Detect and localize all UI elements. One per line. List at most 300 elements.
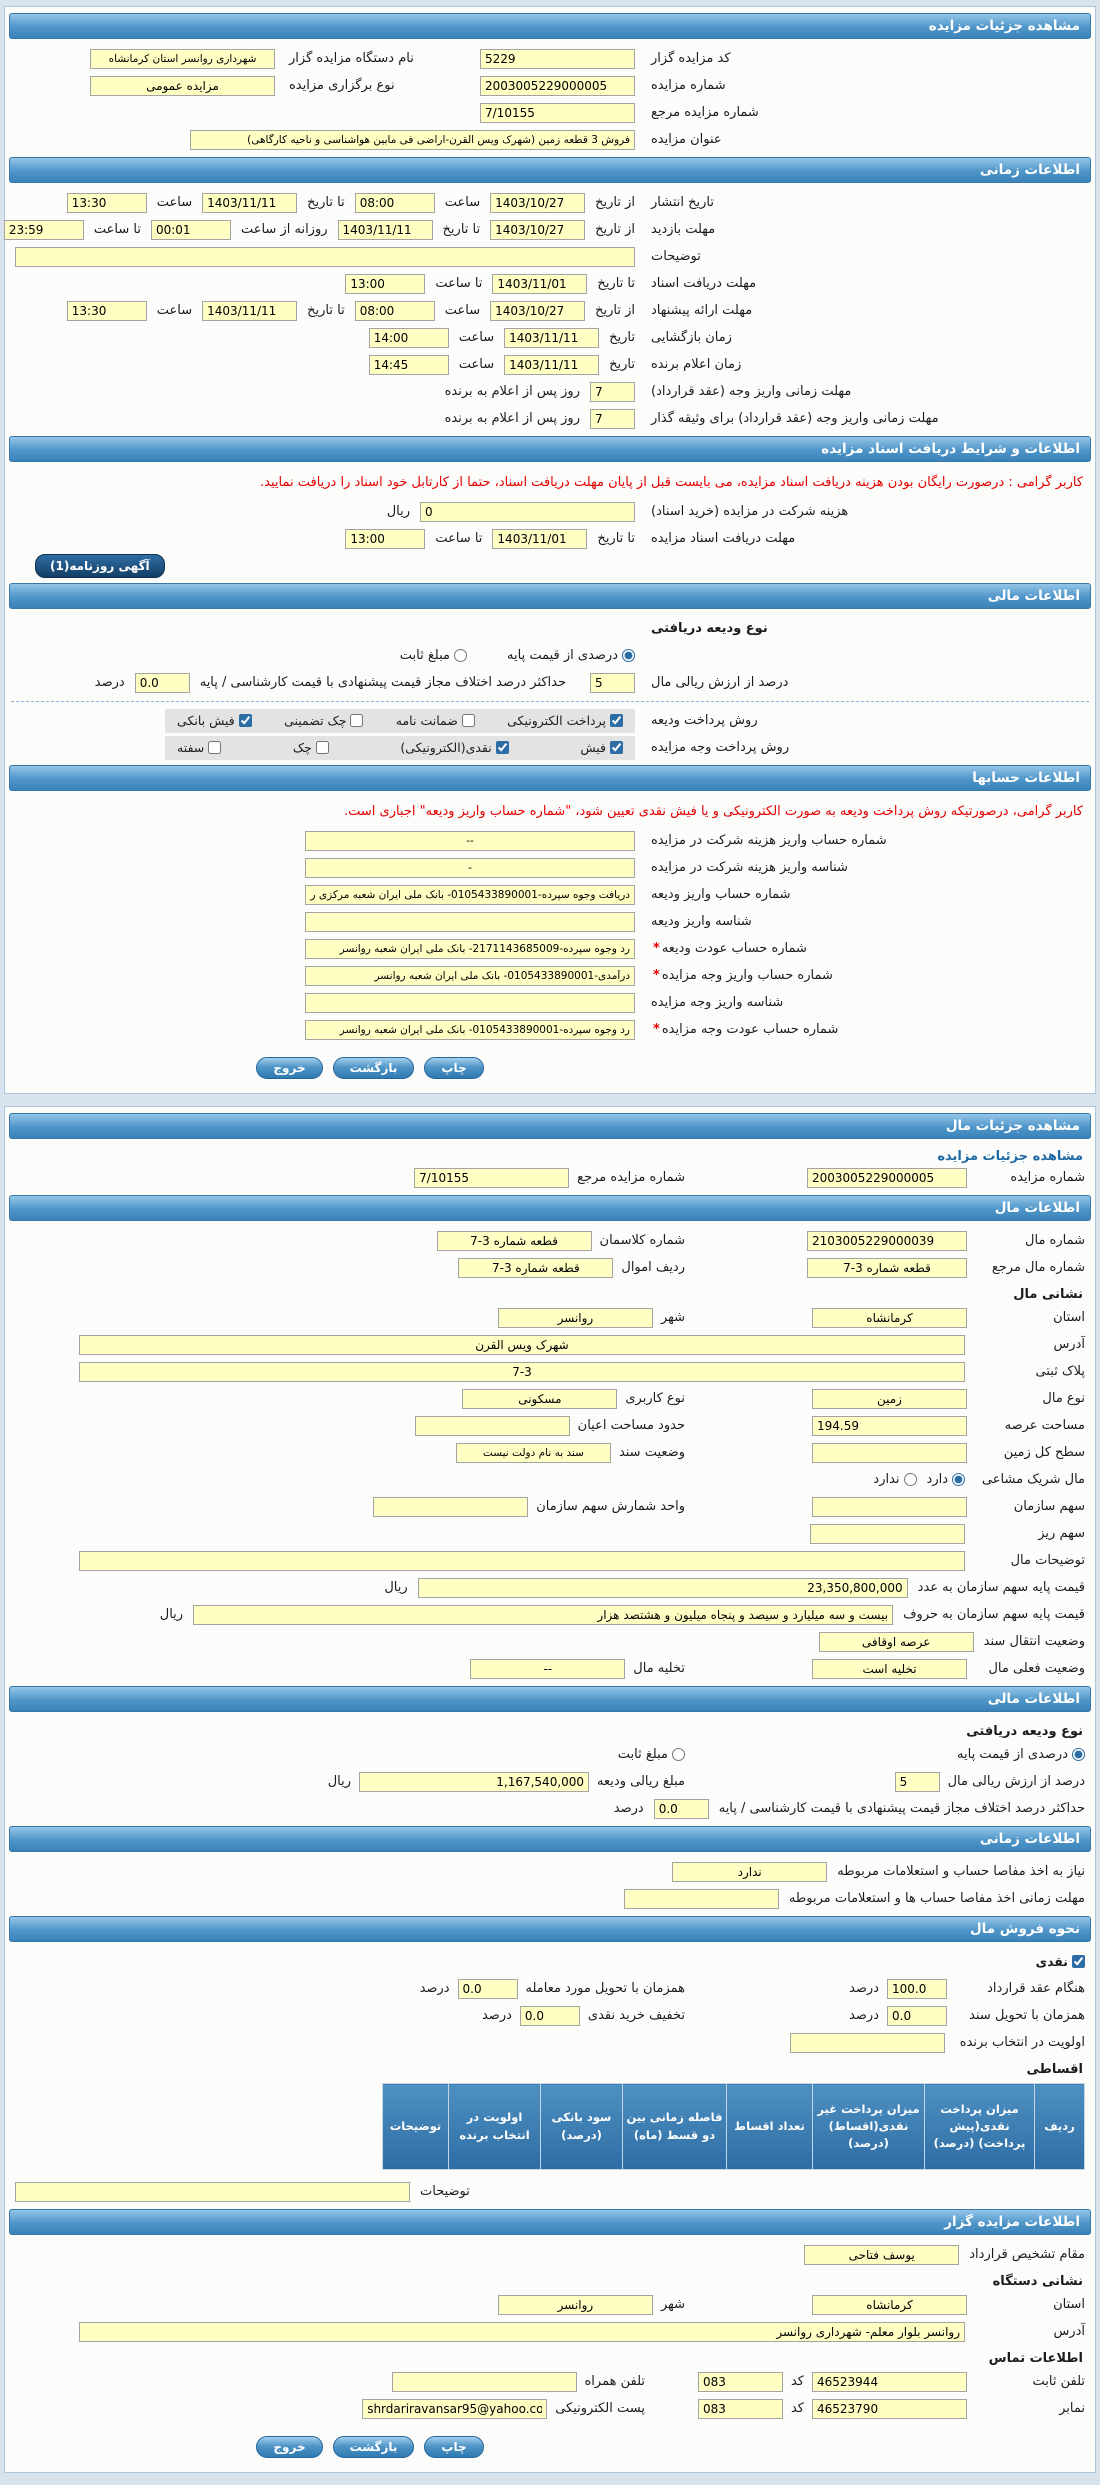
date-label: تاریخ	[609, 330, 635, 345]
docs-deadline-date-input[interactable]	[492, 274, 587, 294]
fee-deposit-account-row	[7, 827, 1093, 854]
auction-payment-account-row	[7, 962, 1093, 989]
asset-type-row	[7, 1385, 1093, 1412]
auction-refund-account-input[interactable]	[305, 1020, 635, 1040]
clearance-deadline-row	[7, 1885, 1093, 1912]
deposit-percent-radio[interactable]	[622, 649, 635, 662]
asset-deposit-percent-radio[interactable]	[1072, 1748, 1085, 1761]
auction-payment-id-label: شناسه واریز وجه مزایده	[651, 994, 784, 1010]
to-hour-label: تا ساعت	[435, 276, 483, 291]
deed-payment-row	[7, 2002, 1093, 2029]
land-area-label: مساحت عرصه	[1004, 1418, 1085, 1434]
auction-payment-id-row	[7, 989, 1093, 1016]
contract-payment-label: هنگام عقد قرارداد	[987, 1981, 1085, 1997]
asset-type-input[interactable]	[812, 1389, 967, 1409]
auction-number-label: شماره مزایده	[651, 77, 726, 93]
cash-discount-input[interactable]	[520, 2006, 580, 2026]
sale-notes-input[interactable]	[15, 2182, 410, 2202]
asset-deposit-fixed-radio[interactable]	[672, 1748, 685, 1761]
auction-payment-method-group	[165, 736, 635, 760]
publish-to-date-input[interactable]	[202, 193, 297, 213]
required-asterisk: *	[653, 967, 660, 983]
offer-to-time-input[interactable]	[67, 301, 147, 321]
deposit-account-input[interactable]	[305, 885, 635, 905]
certified-cheque-option	[284, 713, 363, 728]
delivery-payment-pair	[420, 1979, 685, 1999]
docs-receive-date-input[interactable]	[492, 529, 587, 549]
address-input[interactable]	[79, 1335, 965, 1355]
auction-type-input[interactable]	[90, 76, 275, 96]
mobile-pair	[392, 2372, 646, 2392]
cash-electronic-option	[400, 740, 508, 755]
asset-ref-input[interactable]	[807, 1258, 967, 1278]
fax-code-input[interactable]	[698, 2399, 783, 2419]
form-row	[7, 45, 1093, 72]
org-address-row	[7, 2318, 1093, 2345]
base-price-words-input[interactable]	[193, 1605, 893, 1625]
percent-unit-label: درصد	[849, 2008, 879, 2024]
col-noncash-installment-percent: میزان پرداخت غیر نقدی(اقساط) (درصد)	[813, 2084, 925, 2170]
city-label: شهر	[660, 1310, 685, 1326]
days-after-winner-label: روز پس از اعلام به برنده	[444, 384, 580, 399]
org-address-label: آدرس	[1053, 2324, 1085, 2340]
auction-payment-account-input[interactable]	[305, 966, 635, 986]
auction-ref-input[interactable]	[480, 103, 635, 123]
share-unit-label: واحد شمارش سهم سازمان	[536, 1499, 685, 1515]
asset-max-diff-input[interactable]	[654, 1799, 709, 1819]
shared-ownership-label: مال شریک مشاعی	[981, 1472, 1085, 1488]
auction-number-input[interactable]	[480, 76, 635, 96]
cash-electronic-label: نقدی(الکترونیکی)	[400, 740, 492, 756]
clearance-required-input[interactable]	[672, 1862, 827, 1882]
registration-plate-label: پلاک ثبتی	[1035, 1364, 1085, 1380]
deed-transfer-input[interactable]	[819, 1632, 974, 1652]
from-date-label: از تاریخ	[595, 303, 635, 318]
deposit-fixed-radio-label: مبلغ ثابت	[399, 648, 451, 664]
winner-date-input[interactable]	[504, 355, 599, 375]
land-area-input[interactable]	[812, 1416, 967, 1436]
province-input[interactable]	[812, 1308, 967, 1328]
offer-from-time-input[interactable]	[355, 301, 435, 321]
cheque-label: چک	[292, 740, 312, 756]
fax-label: نمابر	[1059, 2401, 1085, 2417]
fee-deposit-id-input[interactable]	[305, 858, 635, 878]
usage-type-pair	[462, 1389, 685, 1409]
percent-of-value-label: درصد از ارزش ریالی مال	[651, 674, 789, 690]
promissory-note-checkbox[interactable]	[208, 741, 221, 754]
org-share-input[interactable]	[812, 1497, 967, 1517]
auction-ref-input[interactable]	[414, 1168, 569, 1188]
contact-info-subheader: اطلاعات تماس	[988, 2351, 1083, 2367]
auction-detail-page	[0, 6, 1100, 2473]
delivery-payment-input[interactable]	[458, 1979, 518, 1999]
classification-input[interactable]	[437, 1231, 592, 1251]
timing-notes-input[interactable]	[15, 247, 635, 267]
deposit-fixed-radio-option	[400, 648, 467, 663]
current-status-pair	[695, 1659, 1085, 1679]
certified-cheque-label: چک تضمینی	[284, 713, 347, 729]
offer-to-date-input[interactable]	[202, 301, 297, 321]
winner-announce-label: زمان اعلام برنده	[651, 356, 742, 372]
land-area-pair	[695, 1416, 1085, 1436]
hour-label: ساعت	[458, 330, 495, 345]
shared-no-option	[873, 1472, 916, 1487]
col-bank-interest-percent: سود بانکی (درصد)	[541, 2084, 623, 2170]
promissory-note-label: سفته	[177, 740, 205, 756]
opening-time-row	[7, 324, 1093, 351]
asset-max-diff-label: حداکثر درصد اختلاف مجاز قیمت پیشنهادی با قیمت کارشناسی / پایه	[718, 1801, 1085, 1817]
auction-refund-account-label: شماره حساب عودت وجه مزایده*	[653, 1021, 839, 1037]
clearance-required-label: نیاز به اخذ مفاصا حساب و استعلامات مربوطه	[837, 1864, 1085, 1880]
payment-deadline-guarantor-days-input[interactable]	[590, 409, 635, 429]
print-button[interactable]: چاپ	[424, 2436, 483, 2458]
org-province-input[interactable]	[812, 2295, 967, 2315]
total-land-row	[7, 1439, 1093, 1466]
payment-deadline-days-input[interactable]	[590, 382, 635, 402]
date-label: تاریخ	[609, 357, 635, 372]
percent-unit-label: درصد	[613, 1801, 644, 1817]
docs-deadline-label: مهلت دریافت اسناد	[651, 275, 757, 291]
deposit-id-row	[7, 908, 1093, 935]
shared-yes-option	[927, 1472, 965, 1487]
shared-yes-label: دارد	[926, 1472, 948, 1488]
offer-from-date-input[interactable]	[490, 301, 585, 321]
auction-type-label: نوع برگزاری مزایده	[289, 78, 395, 93]
deposit-payment-method-label: روش پرداخت ودیعه	[651, 712, 758, 728]
asset-details-panel	[4, 1106, 1096, 2473]
asset-number-label: شماره مال	[1025, 1233, 1085, 1249]
auction-payment-method-row	[7, 734, 1093, 761]
sub-share-row	[7, 1520, 1093, 1547]
form-row	[7, 99, 1093, 126]
asset-auction-ids-row	[7, 1164, 1093, 1191]
cash-sale-checkbox[interactable]	[1072, 1955, 1085, 1968]
total-land-input[interactable]	[812, 1443, 967, 1463]
from-date-label: از تاریخ	[595, 222, 635, 237]
auction-title-label: عنوان مزایده	[651, 131, 722, 147]
participation-fee-label: هزینه شرکت در مزایده (خرید اسناد)	[651, 503, 849, 519]
org-share-pair	[695, 1497, 1085, 1517]
form-row	[7, 126, 1093, 153]
payment-deadline-label: مهلت زمانی واریز وجه (عقد قرارداد)	[651, 383, 852, 399]
org-province-pair	[695, 2295, 1085, 2315]
mobile-input[interactable]	[392, 2372, 577, 2392]
auctioneer-code-input[interactable]	[480, 49, 635, 69]
registration-plate-row	[7, 1358, 1093, 1385]
evacuation-input[interactable]	[470, 1659, 625, 1679]
clearance-deadline-label: مهلت زمانی اخذ مفاصا حساب ها و استعلامات مربوطه	[788, 1891, 1085, 1907]
action-buttons	[0, 1043, 913, 1085]
rial-unit-label: ریال	[386, 504, 410, 520]
section-header-financial: اطلاعات مالی	[9, 583, 1091, 609]
cash-discount-pair	[482, 2006, 685, 2026]
participation-fee-input[interactable]	[420, 502, 635, 522]
auction-payment-account-label: شماره حساب واریز وجه مزایده*	[653, 967, 833, 983]
sale-notes-label: توضیحات	[420, 2184, 470, 2200]
visit-deadline-row	[7, 216, 1093, 243]
hour-label: ساعت	[458, 357, 495, 372]
deed-status-pair	[456, 1443, 685, 1463]
exit-button[interactable]: خروج	[256, 1057, 322, 1079]
asset-type-pair	[695, 1389, 1085, 1409]
participation-fee-row	[7, 498, 1093, 525]
clearance-required-row	[7, 1858, 1093, 1885]
evacuation-pair	[470, 1659, 685, 1679]
winner-announce-row	[7, 351, 1093, 378]
deposit-percent-radio-label: درصدی از قیمت پایه	[507, 648, 618, 664]
shared-no-label: ندارد	[873, 1472, 900, 1488]
to-date-label: تا تاریخ	[597, 531, 635, 547]
current-status-input[interactable]	[812, 1659, 967, 1679]
shared-yes-radio[interactable]	[952, 1473, 965, 1486]
deed-payment-input[interactable]	[887, 2006, 947, 2026]
percent-value-pair	[695, 1772, 1085, 1792]
rial-unit-label: ریال	[159, 1607, 184, 1623]
org-share-label: سهم سازمان	[1013, 1499, 1085, 1515]
electronic-payment-option	[507, 713, 623, 728]
deposit-amount-pair	[328, 1772, 685, 1792]
winner-priority-input[interactable]	[790, 2033, 945, 2053]
col-notes: توضیحات	[383, 2084, 449, 2170]
fee-deposit-account-input[interactable]	[305, 831, 635, 851]
share-unit-pair	[373, 1497, 685, 1517]
bank-slip-option	[177, 713, 252, 728]
guarantee-letter-checkbox[interactable]	[462, 714, 475, 727]
percent-of-value-input[interactable]	[590, 673, 635, 693]
landline-code-input[interactable]	[698, 2372, 783, 2392]
publish-from-time-input[interactable]	[355, 193, 435, 213]
deposit-payment-method-group	[165, 709, 635, 733]
publish-from-date-input[interactable]	[490, 193, 585, 213]
publish-to-time-input[interactable]	[67, 193, 147, 213]
guarantee-letter-option	[396, 713, 475, 728]
deposit-id-input[interactable]	[305, 912, 635, 932]
docs-deadline-row	[7, 270, 1093, 297]
asset-deposit-type-options-row	[7, 1741, 1093, 1768]
asset-number-pair	[695, 1231, 1085, 1251]
back-button[interactable]: بازگشت	[333, 2436, 415, 2458]
winner-priority-label: اولویت در انتخاب برنده	[959, 2035, 1085, 2051]
contract-payment-input[interactable]	[887, 1979, 947, 1999]
hour-label: ساعت	[156, 303, 193, 318]
org-address-subheader: نشانی دستگاه	[992, 2274, 1083, 2290]
bank-slip-label: فیش بانکی	[177, 713, 235, 729]
section-header-timing: اطلاعات زمانی	[9, 157, 1091, 183]
slip-label: فیش	[580, 740, 606, 756]
cheque-checkbox[interactable]	[316, 741, 329, 754]
contract-officer-input[interactable]	[804, 2245, 959, 2265]
max-diff-input[interactable]	[135, 673, 190, 693]
auction-details-panel	[4, 6, 1096, 1094]
timing-notes-label: توضیحات	[651, 248, 701, 264]
form-row	[7, 72, 1093, 99]
asset-deposit-fixed-option	[618, 1747, 685, 1762]
asset-notes-label: توضیحات مال	[1010, 1553, 1085, 1569]
daily-from-hour-label: روزانه از ساعت	[240, 222, 328, 237]
auction-title-input[interactable]	[190, 130, 635, 150]
contract-payment-pair	[695, 1979, 1085, 1999]
docs-receive-time-input[interactable]	[345, 529, 425, 549]
classification-pair	[437, 1231, 685, 1251]
base-price-words-label: قیمت پایه سهم سازمان به حروف	[903, 1607, 1085, 1623]
visit-daily-to-input[interactable]	[4, 220, 84, 240]
deposit-refund-account-row	[7, 935, 1093, 962]
section-header-asset-timing: اطلاعات زمانی	[9, 1826, 1091, 1852]
section-header-asset-financial: اطلاعات مالی	[9, 1686, 1091, 1712]
hour-label: ساعت	[444, 303, 481, 318]
slip-checkbox[interactable]	[610, 741, 623, 754]
to-date-label: تا تاریخ	[442, 222, 481, 237]
contract-payment-row	[7, 1975, 1093, 2002]
org-city-input[interactable]	[498, 2295, 653, 2315]
email-pair	[362, 2399, 645, 2419]
shared-no-radio[interactable]	[904, 1473, 917, 1486]
from-date-label: از تاریخ	[595, 195, 635, 210]
org-city-pair	[498, 2295, 685, 2315]
section-header-asset-info: اطلاعات مال	[9, 1195, 1091, 1221]
slip-option	[580, 740, 623, 755]
fee-deposit-id-row	[7, 854, 1093, 881]
percent-unit-label: درصد	[94, 675, 125, 691]
clearance-deadline-input[interactable]	[624, 1889, 779, 1909]
opening-time-label: زمان بازگشایی	[651, 329, 732, 345]
deposit-refund-account-input[interactable]	[305, 939, 635, 959]
asset-row-number-label: ردیف اموال	[621, 1260, 685, 1276]
deed-payment-label: همزمان با تحویل سند	[969, 2008, 1085, 2024]
phone-row	[7, 2368, 1093, 2395]
docs-deadline-time-input[interactable]	[345, 274, 425, 294]
col-winner-priority: اولویت در انتخاب برنده	[449, 2084, 541, 2170]
view-auction-details-link[interactable]: مشاهده جزئیات مزایده	[937, 1149, 1083, 1165]
exit-button[interactable]: خروج	[256, 2436, 322, 2458]
deed-status-input[interactable]	[456, 1443, 611, 1463]
section-header-asset-details: مشاهده جزئیات مال	[9, 1113, 1091, 1139]
days-after-winner-label: روز پس از اعلام به برنده	[444, 411, 580, 426]
auction-ref-label: شماره مزایده مرجع	[577, 1170, 685, 1186]
city-input[interactable]	[498, 1308, 653, 1328]
deposit-amount-input[interactable]	[359, 1772, 589, 1792]
total-land-pair	[695, 1443, 1085, 1463]
land-area-row	[7, 1412, 1093, 1439]
deposit-percent-row	[7, 669, 1093, 696]
winner-priority-row	[7, 2029, 1093, 2056]
registration-plate-input[interactable]	[79, 1362, 965, 1382]
asset-deposit-fixed-label: مبلغ ثابت	[617, 1747, 668, 1763]
asset-notes-input[interactable]	[79, 1551, 965, 1571]
deposit-account-label: شماره حساب واریز ودیعه	[651, 886, 791, 902]
auctioneer-name-input[interactable]	[90, 49, 275, 69]
fax-pair	[655, 2399, 1085, 2419]
asset-deposit-percent-option	[957, 1747, 1085, 1762]
bank-slip-checkbox[interactable]	[239, 714, 252, 727]
sub-share-label: سهم ریز	[1038, 1526, 1085, 1542]
deposit-percent-radio-option	[507, 648, 635, 663]
base-price-number-input[interactable]	[418, 1578, 908, 1598]
org-address-input[interactable]	[79, 2322, 965, 2342]
visit-daily-from-input[interactable]	[151, 220, 231, 240]
docs-receive-deadline-row	[7, 525, 1093, 552]
mobile-label: تلفن همراه	[584, 2374, 645, 2390]
total-land-label: سطح کل زمین	[1003, 1445, 1085, 1461]
offer-deadline-label: مهلت ارائه پیشنهاد	[651, 302, 753, 318]
asset-number-row	[7, 1227, 1093, 1254]
base-price-number-row	[7, 1574, 1093, 1601]
usage-type-input[interactable]	[462, 1389, 617, 1409]
certified-cheque-checkbox[interactable]	[350, 714, 363, 727]
cheque-option	[293, 740, 329, 755]
docs-receive-deadline-label: مهلت دریافت اسناد مزایده	[651, 530, 796, 546]
shared-ownership-row	[7, 1466, 1093, 1493]
visit-to-date-input[interactable]	[338, 220, 433, 240]
asset-number-input[interactable]	[807, 1231, 967, 1251]
visit-from-date-input[interactable]	[490, 220, 585, 240]
asset-percent-of-value-input[interactable]	[895, 1772, 940, 1792]
asset-ref-pair	[695, 1258, 1085, 1278]
back-button[interactable]: بازگشت	[333, 1057, 415, 1079]
section-header-accounts: اطلاعات حسابها	[9, 765, 1091, 791]
col-cash-prepayment-percent: میزان پرداخت نقدی(پیش پرداخت) (درصد)	[925, 2084, 1035, 2170]
cash-electronic-checkbox[interactable]	[496, 741, 509, 754]
electronic-payment-checkbox[interactable]	[610, 714, 623, 727]
winner-time-input[interactable]	[369, 355, 449, 375]
contract-officer-label: مقام تشخیص قرارداد	[969, 2247, 1085, 2263]
deposit-fixed-radio[interactable]	[454, 649, 467, 662]
deposit-type-row	[7, 615, 1093, 642]
deposit-type-subheader: نوع ودیعه دریافتی	[966, 1724, 1083, 1740]
sub-share-input[interactable]	[810, 1524, 965, 1544]
auction-number-input[interactable]	[807, 1168, 967, 1188]
opening-date-input[interactable]	[504, 328, 599, 348]
newspaper-ad-button[interactable]: آگهی روزنامه(1)	[35, 554, 165, 578]
building-area-input[interactable]	[415, 1416, 570, 1436]
asset-type-label: نوع مال	[1042, 1391, 1085, 1407]
usage-type-label: نوع کاربری	[625, 1391, 685, 1407]
deposit-type-options-row	[7, 642, 1093, 669]
deposit-payment-method-row	[7, 707, 1093, 734]
evacuation-label: تخلیه مال	[633, 1661, 685, 1677]
cash-discount-label: تخفیف خرید نقدی	[587, 2008, 685, 2024]
rial-unit-label: ریال	[327, 1774, 352, 1790]
sale-notes-row	[7, 2178, 1093, 2205]
landline-pair	[655, 2372, 1085, 2392]
area-code-label: کد	[790, 2401, 804, 2417]
required-asterisk: *	[653, 1021, 660, 1037]
province-city-row	[7, 1304, 1093, 1331]
org-city-label: شهر	[660, 2297, 685, 2313]
fax-input[interactable]	[812, 2399, 967, 2419]
percent-unit-label: درصد	[481, 2008, 512, 2024]
asset-row-number-input[interactable]	[458, 1258, 613, 1278]
contract-officer-row	[7, 2241, 1093, 2268]
email-input[interactable]	[362, 2399, 547, 2419]
share-unit-input[interactable]	[373, 1497, 528, 1517]
installment-table	[382, 2083, 1085, 2170]
max-diff-label: حداکثر درصد اختلاف مجاز قیمت پیشنهادی با قیمت کارشناسی / پایه	[199, 675, 566, 691]
print-button[interactable]: چاپ	[424, 1057, 483, 1079]
section-header-docs-conditions: اطلاعات و شرایط دریافت اسناد مزایده	[9, 436, 1091, 462]
opening-time-input[interactable]	[369, 328, 449, 348]
deposit-account-row	[7, 881, 1093, 908]
asset-ref-label: شماره مال مرجع	[991, 1260, 1085, 1276]
province-pair	[695, 1308, 1085, 1328]
percent-unit-label: درصد	[849, 1981, 879, 1997]
landline-input[interactable]	[812, 2372, 967, 2392]
hour-label: ساعت	[156, 195, 193, 210]
auction-number-label: شماره مزایده	[1010, 1170, 1085, 1186]
auctioneer-code-label: کد مزایده گزار	[651, 50, 731, 66]
auction-payment-id-input[interactable]	[305, 993, 635, 1013]
deposit-refund-account-label: شماره حساب عودت ودیعه*	[653, 940, 807, 956]
